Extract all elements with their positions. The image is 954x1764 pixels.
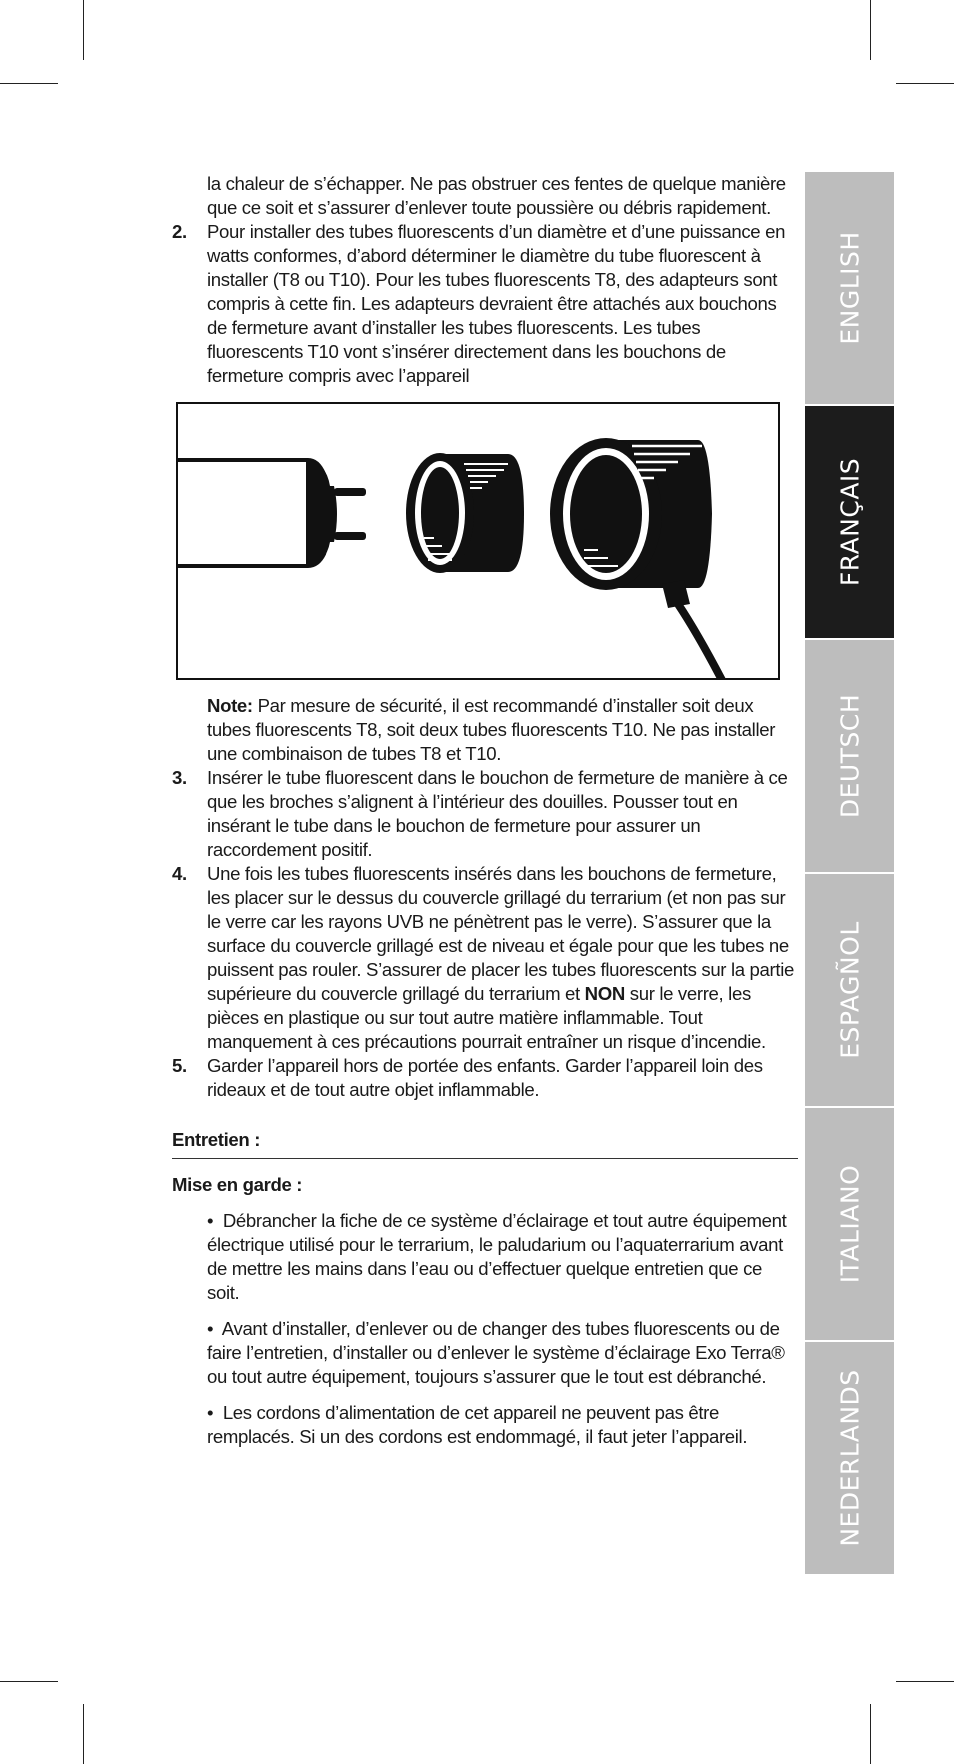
tab-deutsch[interactable] xyxy=(805,640,894,874)
step-item xyxy=(172,220,798,388)
list-item xyxy=(172,1317,798,1389)
step-number: 3. xyxy=(172,767,187,788)
step-number: 5. xyxy=(172,1055,187,1076)
bullet-icon: • xyxy=(207,1210,214,1231)
tab-espagnol[interactable] xyxy=(805,874,894,1108)
step-text: Pour installer des tubes fluorescents d’un diamètre et d’une puissance en watts conformes, d’abord déterminer le diamètre du tube fluorescent à installer (T8 ou T10). Pour les tubes fluorescents T8, des adapteurs sont compris à cette fin. Les adapteurs devraient être attachés aux bouchons de fermeture avant d’installer les tubes fluorescents. Les tubes fluorescents T10 vont s’insérer directement dans les bouchons de fermeture compris avec l’appareil xyxy=(207,221,786,386)
language-tabs xyxy=(805,172,894,1576)
step-number: 4. xyxy=(172,863,187,884)
note-label: Note: xyxy=(207,695,253,716)
crop-mark xyxy=(896,1681,954,1682)
list-item xyxy=(172,1209,798,1305)
step-item xyxy=(172,862,798,1054)
crop-mark xyxy=(870,0,871,60)
step-text: Insérer le tube fluorescent dans le bouchon de fermeture de manière à ce que les broches s’alignent à l’intérieur des douilles. Pousser tout en insérant le tube dans le bouchon de fermeture pour assurer un raccordement positif. xyxy=(207,767,788,860)
step-item xyxy=(172,766,798,862)
warning-heading: Mise en garde : xyxy=(172,1174,303,1195)
crop-mark xyxy=(0,83,58,84)
bullet-icon: • xyxy=(207,1318,214,1339)
tab-label: ENGLISH xyxy=(835,231,864,345)
step-item xyxy=(172,1054,798,1102)
intro-continuation: la chaleur de s’échapper. Ne pas obstruer ces fentes de quelque manière que ce soit et s’assurer d’enlever toute poussière ou débris rapidement. xyxy=(207,173,786,218)
bullet-icon: • xyxy=(207,1402,214,1423)
safety-note xyxy=(172,694,798,766)
tab-francais[interactable] xyxy=(805,406,894,640)
tab-english[interactable] xyxy=(805,172,894,406)
crop-mark xyxy=(870,1704,871,1764)
tab-label: ITALIANO xyxy=(835,1164,864,1284)
step-text: sur le verre, les pièces en plastique ou sur tout autre matière inflammable. Tout manquement à ces précautions pourrait entraîner un risque d’incendie. xyxy=(207,983,766,1052)
tube-illustration-svg xyxy=(178,404,778,678)
step-emphasis: NON xyxy=(584,983,625,1004)
crop-mark xyxy=(0,1681,58,1682)
tab-label: FRANÇAIS xyxy=(835,457,864,587)
bullet-text: Avant d’installer, d’enlever ou de changer des tubes fluorescents ou de faire l’entretien, d’installer ou d’enlever le système d’éclairage Exo Terra® ou tout autre équipement, toujours s’assurer que le tout est débranché. xyxy=(207,1318,785,1387)
crop-mark xyxy=(83,1704,84,1764)
crop-mark xyxy=(896,83,954,84)
note-text: Par mesure de sécurité, il est recommandé d’installer soit deux tubes fluorescents T8, soit deux tubes fluorescents T10. Ne pas installer une combinaison de tubes T8 et T10. xyxy=(207,695,776,764)
tab-nederlands[interactable] xyxy=(805,1342,894,1576)
step-number: 2. xyxy=(172,221,187,242)
tab-italiano[interactable] xyxy=(805,1108,894,1342)
manual-content xyxy=(172,172,798,1461)
tab-label: ESPAGÑOL xyxy=(835,921,864,1059)
bullet-text: Débrancher la fiche de ce système d’éclairage et tout autre équipement électrique utilisé pour le terrarium, le paludarium ou l’aquaterrarium avant de mettre les mains dans l’eau ou d’effectuer quelque entretien que ce soit. xyxy=(207,1210,787,1303)
tab-label: DEUTSCH xyxy=(835,693,864,819)
warning-list xyxy=(172,1209,798,1449)
tab-label: NEDERLANDS xyxy=(835,1369,864,1547)
step-text: Garder l’appareil hors de portée des enfants. Garder l’appareil loin des rideaux et de tout autre objet inflammable. xyxy=(207,1055,763,1100)
list-item xyxy=(172,1401,798,1449)
tube-endcap-illustration xyxy=(176,402,780,680)
bullet-text: Les cordons d’alimentation de cet appareil ne peuvent pas être remplacés. Si un des cordons est endommagé, il faut jeter l’appareil. xyxy=(207,1402,748,1447)
step-text: Une fois les tubes fluorescents insérés dans les bouchons de fermeture, les placer sur le dessus du couvercle grillagé du terrarium (et non pas sur le verre car les rayons UVB ne pénètrent pas le verre). S’assurer que la surface du couvercle grillagé est de niveau et égale pour que les tubes ne puissent pas rouler. S’assurer de placer les tubes fluorescents sur la partie supérieure du couvercle grillagé du terrarium et xyxy=(207,863,794,1004)
maintenance-heading: Entretien : xyxy=(172,1128,798,1159)
crop-mark xyxy=(83,0,84,60)
